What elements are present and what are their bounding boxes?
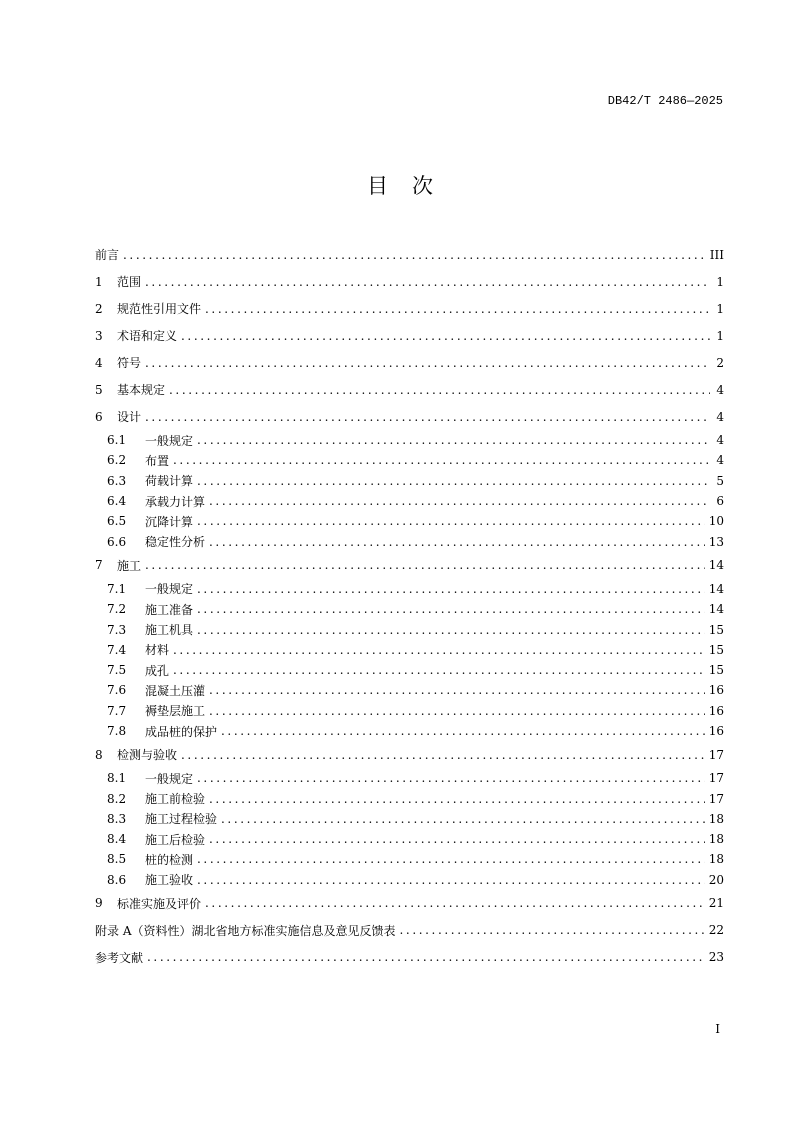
toc-entry-page: 15 — [708, 663, 724, 678]
dot-leader — [145, 356, 710, 370]
toc-entry[interactable] — [95, 849, 724, 869]
toc-entry-title: 承载力计算 — [145, 494, 206, 509]
toc-entry-title: 前言 — [95, 248, 120, 262]
toc-entry-title: 沉降计算 — [145, 514, 194, 529]
toc-entry-number: 6 — [95, 409, 103, 424]
toc-entry-number: 7 — [95, 558, 103, 573]
toc-entry[interactable] — [95, 680, 724, 700]
dot-leader — [197, 474, 710, 488]
dot-leader — [197, 582, 705, 596]
toc-entry-title: 规范性引用文件 — [117, 302, 202, 316]
dot-leader — [221, 724, 705, 738]
dot-leader — [209, 535, 705, 549]
toc-entry-number: 6.4 — [107, 494, 127, 509]
toc-entry[interactable] — [95, 741, 724, 768]
toc-entry-page: 15 — [708, 642, 724, 657]
toc-entry[interactable] — [95, 890, 724, 917]
dot-leader — [197, 873, 705, 887]
toc-entry-page: 10 — [708, 514, 724, 529]
toc-entry-page: 17 — [708, 747, 724, 762]
dot-leader — [209, 683, 705, 697]
toc-entry-number: 5 — [95, 382, 103, 397]
toc-entry-number: 8.6 — [107, 872, 127, 887]
toc-entry[interactable] — [95, 788, 724, 808]
toc-entry-title: 材料 — [145, 643, 170, 658]
toc-entry-page: 15 — [708, 622, 724, 637]
toc-entry[interactable] — [95, 870, 724, 890]
toc-entry[interactable] — [95, 768, 724, 788]
toc-entry-title: 参考文献 — [95, 950, 144, 965]
dot-leader — [209, 494, 710, 508]
toc-entry[interactable] — [95, 579, 724, 599]
toc-entry-number: 8.1 — [107, 771, 127, 786]
page-title: 目次 — [367, 174, 457, 198]
toc-entry-number: 8.2 — [107, 791, 127, 806]
toc-entry-title: 施工 — [117, 558, 142, 573]
toc-entry-page: 5 — [716, 473, 724, 488]
toc-entry[interactable] — [95, 809, 724, 829]
toc-entry-title: 布置 — [145, 453, 170, 468]
toc-entry-title: 成孔 — [145, 663, 170, 678]
toc-entry[interactable] — [95, 471, 724, 491]
toc-entry-title: 混凝土压灌 — [145, 683, 206, 698]
toc-entry[interactable] — [95, 376, 724, 403]
dot-leader — [197, 433, 710, 447]
toc-entry-page: 4 — [716, 453, 724, 468]
toc-entry[interactable] — [95, 241, 724, 268]
toc-entry-number: 1 — [95, 274, 103, 289]
dot-leader — [197, 771, 705, 785]
toc-entry-number: 6.1 — [107, 433, 127, 448]
toc-entry-page: 21 — [708, 896, 724, 911]
toc-entry-title: 附录 A（资料性）湖北省地方标准实施信息及意见反馈表 — [95, 923, 396, 938]
toc-entry-title: 施工后检验 — [145, 832, 206, 847]
toc-entry-number: 8.4 — [107, 832, 127, 847]
toc-entry-page: 18 — [708, 811, 724, 826]
toc-entry-page: 16 — [708, 724, 724, 738]
toc-entry-number: 8.5 — [107, 852, 127, 867]
toc-entry-title: 施工前检验 — [145, 792, 206, 807]
toc-entry-title: 符号 — [117, 356, 142, 370]
toc-entry[interactable] — [95, 531, 724, 551]
dot-leader — [173, 663, 705, 677]
toc-entry-title: 一般规定 — [145, 433, 194, 448]
toc-entry-title: 褥垫层施工 — [145, 704, 206, 719]
toc-entry-title: 桩的检测 — [145, 852, 194, 867]
toc-entry[interactable] — [95, 721, 724, 741]
page-number: I — [715, 1022, 720, 1036]
toc-entry-title: 荷载计算 — [145, 474, 194, 489]
toc-entry[interactable] — [95, 322, 724, 349]
toc-entry-number: 8.3 — [107, 811, 127, 826]
toc-entry-page: 13 — [708, 534, 724, 549]
toc-entry[interactable] — [95, 640, 724, 660]
toc-entry-page: 14 — [708, 558, 724, 573]
toc-entry-page: 18 — [708, 832, 724, 847]
dot-leader — [197, 602, 705, 616]
toc-entry[interactable] — [95, 701, 724, 721]
dot-leader — [205, 896, 705, 910]
table-of-contents — [95, 241, 724, 971]
toc-entry-page: 1 — [716, 274, 724, 289]
toc-entry-page: 23 — [708, 950, 724, 965]
toc-entry-page: 18 — [708, 852, 724, 867]
toc-entry-page: 4 — [716, 382, 724, 397]
toc-entry-number: 6.3 — [107, 473, 127, 488]
toc-entry-page: 22 — [708, 923, 724, 938]
toc-entry-number: 9 — [95, 896, 103, 911]
toc-entry[interactable] — [95, 430, 724, 450]
dot-leader — [147, 950, 705, 964]
toc-entry-title: 成品桩的保护 — [145, 724, 218, 739]
toc-entry-number: 7.1 — [107, 581, 127, 596]
toc-entry[interactable] — [95, 599, 724, 619]
toc-entry-page: 20 — [708, 872, 724, 887]
toc-entry-number: 4 — [95, 355, 103, 370]
toc-entry-page: 4 — [716, 433, 724, 448]
dot-leader — [145, 275, 710, 289]
toc-entry-title: 标准实施及评价 — [117, 896, 202, 911]
toc-entry-title: 基本规定 — [117, 383, 166, 397]
toc-entry[interactable] — [95, 619, 724, 639]
dot-leader — [197, 623, 705, 637]
toc-entry-number: 7.6 — [107, 683, 127, 698]
dot-leader — [209, 832, 705, 846]
toc-entry[interactable] — [95, 660, 724, 680]
toc-entry-number: 6.5 — [107, 514, 127, 529]
toc-entry-number: 3 — [95, 328, 103, 343]
dot-leader — [169, 383, 710, 397]
toc-entry-page: 16 — [708, 683, 724, 698]
toc-entry-title: 一般规定 — [145, 771, 194, 786]
dot-leader — [399, 923, 704, 937]
toc-entry-title: 稳定性分析 — [145, 535, 206, 550]
toc-entry-page: 14 — [708, 581, 724, 596]
toc-entry[interactable] — [95, 917, 724, 944]
toc-entry-number: 7.2 — [107, 602, 127, 617]
toc-entry-number: 2 — [95, 301, 103, 316]
toc-entry-number: 7.7 — [107, 703, 127, 718]
toc-entry[interactable] — [95, 511, 724, 531]
toc-entry-title: 术语和定义 — [117, 329, 178, 343]
toc-entry-number: 7.4 — [107, 642, 127, 657]
toc-entry-page: 16 — [708, 703, 724, 718]
dot-leader — [197, 514, 705, 528]
toc-entry-number: 7.5 — [107, 663, 127, 678]
dot-leader — [173, 453, 710, 467]
dot-leader — [181, 748, 705, 762]
document-number: DB42/T 2486—2025 — [607, 94, 723, 108]
dot-leader — [181, 329, 710, 343]
toc-entry[interactable] — [95, 403, 724, 430]
toc-entry-page: 17 — [708, 791, 724, 806]
toc-entry-title: 检测与验收 — [117, 748, 178, 763]
toc-entry-title: 施工机具 — [145, 623, 194, 638]
toc-entry-page: 2 — [716, 355, 724, 370]
toc-entry[interactable] — [95, 491, 724, 511]
toc-entry-title: 施工过程检验 — [145, 812, 218, 827]
toc-entry-page: 14 — [708, 602, 724, 617]
toc-entry-page: III — [709, 247, 724, 262]
toc-entry[interactable] — [95, 944, 724, 971]
toc-entry[interactable] — [95, 450, 724, 470]
toc-entry-title: 施工验收 — [145, 873, 194, 888]
toc-entry[interactable] — [95, 552, 724, 579]
toc-entry-number: 6.6 — [107, 534, 127, 549]
toc-entry-title: 范围 — [117, 275, 142, 289]
toc-entry-number: 7.3 — [107, 622, 127, 637]
toc-entry-page: 4 — [716, 409, 724, 424]
toc-entry-title: 施工准备 — [145, 602, 194, 617]
dot-leader — [221, 812, 705, 826]
toc-entry-title: 一般规定 — [145, 582, 194, 597]
dot-leader — [123, 248, 706, 262]
toc-entry-number: 6.2 — [107, 453, 127, 468]
toc-entry-page: 17 — [708, 771, 724, 786]
toc-entry[interactable] — [95, 349, 724, 376]
toc-entry-page: 1 — [716, 328, 724, 343]
toc-entry-number: 8 — [95, 747, 103, 762]
dot-leader — [173, 643, 705, 657]
toc-entry-page: 1 — [716, 301, 724, 316]
toc-entry-page: 6 — [716, 494, 724, 509]
dot-leader — [209, 792, 705, 806]
dot-leader — [145, 410, 710, 424]
toc-entry[interactable] — [95, 829, 724, 849]
toc-entry-number: 7.8 — [107, 724, 127, 738]
dot-leader — [197, 852, 705, 866]
dot-leader — [145, 558, 705, 572]
toc-entry[interactable] — [95, 268, 724, 295]
toc-entry[interactable] — [95, 295, 724, 322]
dot-leader — [205, 302, 710, 316]
dot-leader — [209, 704, 705, 718]
toc-entry-title: 设计 — [117, 410, 142, 424]
